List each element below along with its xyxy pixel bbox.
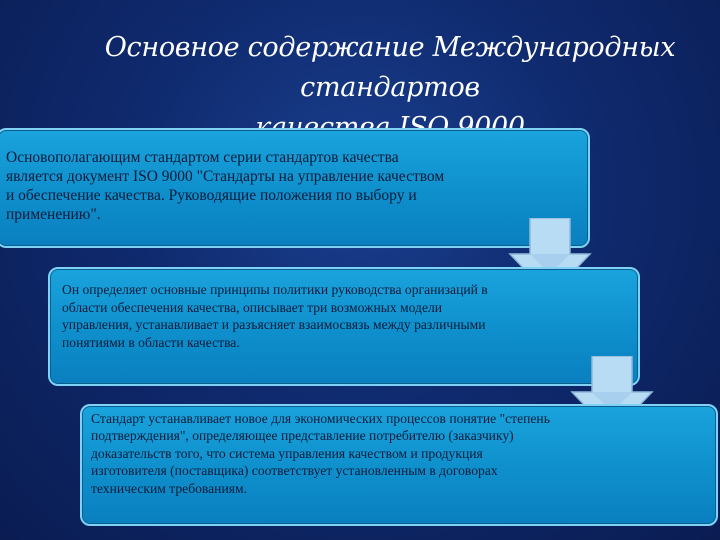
content-block-1-text: Основополагающим стандартом серии стандартов качества является документ ISO 9000 "Стандарты на управление качеством и обеспечение качества. Руководящие положения по выбору и применению". [6,149,445,223]
content-block-2 [48,267,640,386]
content-block-3 [80,404,718,526]
content-block-3-text: Стандарт устанавливает новое для экономических процессов понятие "степень подтверждения", определяющее представление потребителю (заказчику) доказательств того, что система управления качеством и продукция изготовителя (поставщика) соответствует установленным в договорах техническим требованиям. [91,411,550,496]
content-block-1 [0,128,590,248]
title-line-1: Основное содержание Международных стандартов [104,32,676,103]
content-block-2-text: Он определяет основные принципы политики руководства организаций в области обеспечения качества, описывает три возможных модели управления, устанавливает и разъясняет взаимосвязь между различными понятиями в области качества. [62,282,488,350]
